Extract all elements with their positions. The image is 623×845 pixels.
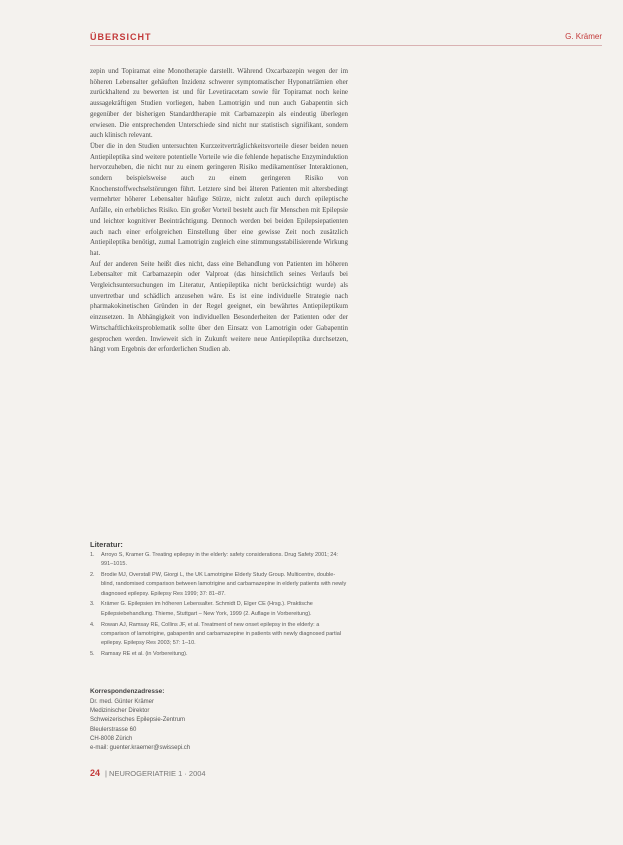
page-number: 24: [90, 768, 101, 778]
correspondence-institution: Schweizerisches Epilepsie-Zentrum: [90, 717, 186, 724]
running-author: G. Krämer: [565, 32, 602, 41]
correspondence-street: Bleulerstrasse 60: [90, 726, 137, 733]
reference-text: Ramsay RE et al. (in Vorbereitung).: [101, 650, 188, 657]
section-label: ÜBERSICHT: [90, 32, 152, 42]
body-paragraph: Auf der anderen Seite heißt dies nicht, dass eine Behandlung von Patienten im höheren Lebensalter mit Carbamazepin oder Valproat (das hinsichtlich seines Verlaufs bei Vergleichsuntersuchungen im Literatur, Antiepileptika nicht berücksichtigt wurde) als unvertretbar und schädlich anzusehen wäre. Es ist eine individuelle Strategie nach pharmakokinetischen Gründen in der Regel geeignet, ein bewährtes Antiepileptikum einzusetzen. In Abhängigkeit von individuellen Besonderheiten der Patienten oder der Wirtschaftlichkeitsproblematik sollte über den Einsatz von Lamotrigin oder Gabapentin gesprochen werden. Inwieweit sich in Zukunft weitere neue Antiepileptika durchsetzen, hängt vom Ergebnis der erforderlichen Studien ab.: [90, 259, 348, 354]
page-footer: [90, 768, 390, 780]
correspondence-title: Medizinischer Direktor: [90, 708, 150, 715]
reference-list: [90, 551, 348, 661]
reference-item: [90, 600, 348, 619]
literature-heading: Literatur:: [90, 540, 123, 549]
reference-item: [90, 571, 348, 599]
reference-text: Rowan AJ, Ramsay RE, Collins JF, et al. Treatment of new onset epilepsy in the elderly: a comparison of lamotrigine, gabapentin and carbamazepine in patients with newly diagnosed partial epilepsy. Epilepsy Res 2003; 57: 1–10.: [101, 621, 342, 647]
reference-text: Krämer G. Epilepsien im höheren Lebensalter. Schmidt D, Elger CE (Hrsg.). Praktische Epilepsiebehandlung. Thieme, Stuttgart – New York, 1999 (2. Auflage in Vorbereitung).: [101, 601, 313, 617]
reference-number: 5.: [90, 650, 95, 657]
reference-number: 3.: [90, 601, 95, 608]
header-divider: [90, 45, 602, 46]
reference-number: 1.: [90, 552, 95, 558]
body-paragraph: Über die in den Studien untersuchten Kurzzeitverträglichkeitsvorteile dieser beiden neuen Antiepileptika sind weitere potentielle Vorteile wie die fehlende hepatische Enzyminduktion hervorzuheben, die nicht nur zu einem geringeren Risiko medikamentöser Interaktionen, sondern beispielsweise auch zu einem geringeren Risiko von Knochenstoffwechselstörungen führt. Letztere sind bei älteren Patienten mit altersbedingt vermehrter höherer Lebensalter häufige Stürze, nicht zuletzt auch durch epileptische Anfälle, ein erhebliches Risiko. Ein großer Vorteil besteht auch für Menschen mit Epilepsie und leichter kognitiver Beeinträchtigung. Dennoch werden bei beiden Epilepsiepatienten auch nach einer erfolgreichen Einstellung über eine gewisse Zeit noch zusätzlich Antiepileptika benötigt, zumal Lamotrigin zugleich eine stimmungsstabilisierende Wirkung hat.: [90, 141, 348, 257]
reference-item: [90, 621, 348, 649]
reference-text: Brodie MJ, Overstall PW, Giorgi L, the UK Lamotrigine Elderly Study Group. Multicentre, double-blind, randomised comparison between lamotrigine and carbamazepine in elderly patients with newly diagnosed epilepsy. Epilepsy Res 1999; 37: 81–87.: [101, 572, 347, 597]
reference-number: 4.: [90, 621, 95, 628]
correspondence-heading: Korrespondenzadresse:: [90, 688, 165, 695]
reference-text: Arroyo S, Kramer G. Treating epilepsy in the elderly: safety considerations. Drug Safety 2001; 24: 991–1015.: [101, 552, 338, 568]
body-paragraph: zepin und Topiramat eine Monotherapie darstellt. Während Oxcarbazepin wegen der im höheren Lebensalter gehäuften Inzidenz schwerer symptomatischer Hyponatriämien eher zurückhaltend zu bewerten ist und für Levetiracetam sowie für Topiramat noch keine aussagekräftigen Studien vorliegen, haben Lamotrigin und nun auch Gabapentin sich gegenüber der bisherigen Standardtherapie mit Carbamazepin als eindeutig überlegen erwiesen. Die entsprechenden Unterschiede sind nicht nur statistisch signifikant, sondern auch klinisch relevant.: [90, 67, 348, 140]
reference-number: 2.: [90, 572, 95, 579]
reference-item: [90, 650, 348, 659]
page-header: [90, 32, 602, 46]
article-body: [90, 66, 348, 355]
correspondence-city: CH-8008 Zürich: [90, 735, 133, 742]
correspondence-email[interactable]: e-mail: guenter.kraemer@swissepi.ch: [90, 745, 191, 752]
journal-issue: | NEUROGERIATRIE 1 · 2004: [105, 769, 206, 778]
correspondence-name: Dr. med. Günter Krämer: [90, 699, 155, 705]
correspondence-address: [90, 698, 290, 753]
reference-item: [90, 551, 348, 570]
